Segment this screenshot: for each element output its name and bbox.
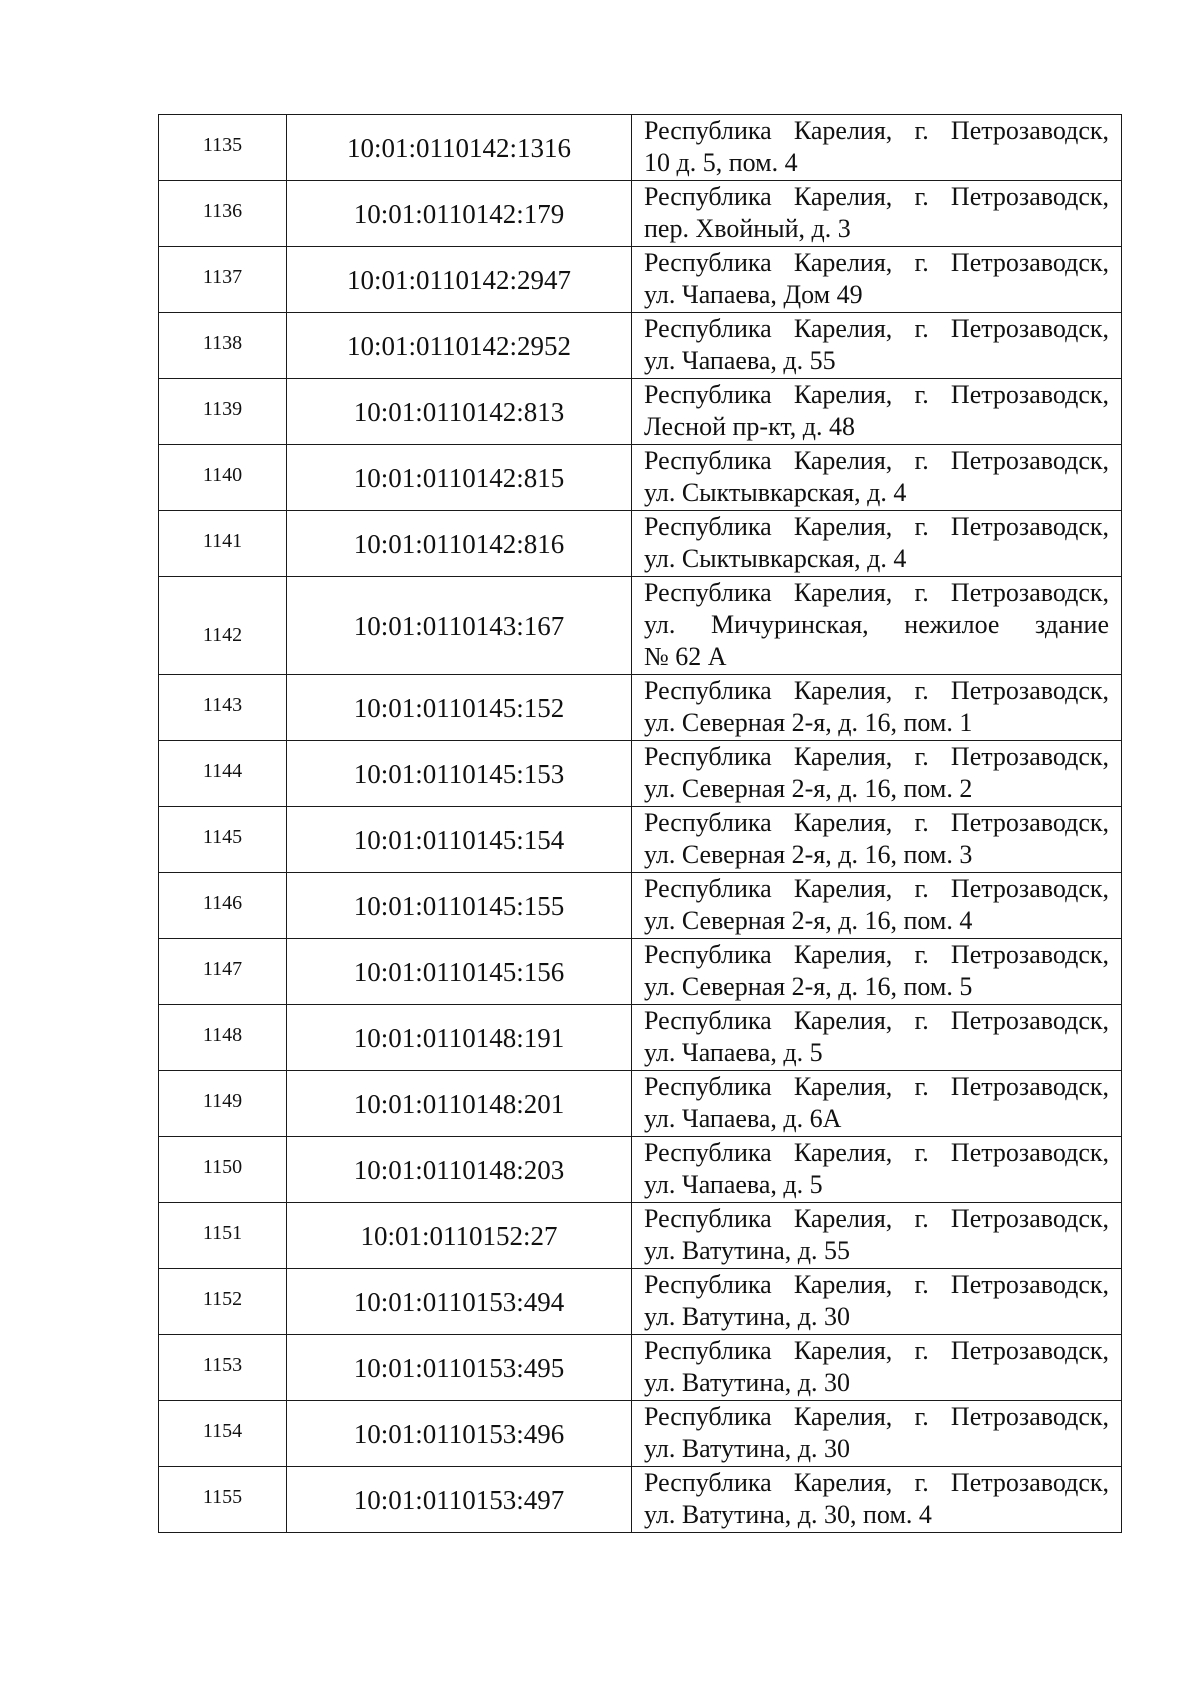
- address-line: Республика Карелия, г. Петрозаводск,: [644, 1336, 1109, 1365]
- cadastral-number: [287, 939, 632, 1005]
- row-number: [159, 379, 287, 445]
- row-number: [159, 807, 287, 873]
- cadastral-number-text: 10:01:0110152:27: [360, 1221, 558, 1251]
- table-row: [159, 1335, 1122, 1401]
- address-line: ул. Северная 2-я, д. 16, пом. 2: [644, 774, 973, 803]
- address-line: Республика Карелия, г. Петрозаводск,: [644, 512, 1109, 541]
- cadastral-number: [287, 511, 632, 577]
- row-number-text: 1151: [202, 1222, 243, 1244]
- address-line: Республика Карелия, г. Петрозаводск,: [644, 116, 1109, 145]
- row-number: [159, 1467, 287, 1533]
- address: [632, 1335, 1122, 1401]
- address: [632, 445, 1122, 511]
- cadastral-number-text: 10:01:0110142:179: [353, 199, 565, 229]
- table-row: [159, 741, 1122, 807]
- cadastral-number: [287, 1467, 632, 1533]
- address-line: 10 д. 5, пом. 4: [644, 148, 798, 177]
- cadastral-number: [287, 741, 632, 807]
- address: [632, 511, 1122, 577]
- address-line: Республика Карелия, г. Петрозаводск,: [644, 1072, 1109, 1101]
- cadastral-number: [287, 807, 632, 873]
- address-line: Республика Карелия, г. Петрозаводск,: [644, 1204, 1109, 1233]
- row-number-text: 1149: [202, 1090, 243, 1112]
- cadastral-number: [287, 181, 632, 247]
- address-line: Лесной пр-кт, д. 48: [644, 412, 856, 441]
- table-row: [159, 313, 1122, 379]
- row-number-text: 1152: [202, 1288, 243, 1310]
- cadastral-number-text: 10:01:0110142:815: [353, 463, 565, 493]
- address-line: Республика Карелия, г. Петрозаводск,: [644, 1270, 1109, 1299]
- address-line: Республика Карелия, г. Петрозаводск,: [644, 1468, 1109, 1497]
- address: [632, 939, 1122, 1005]
- cadastral-number-text: 10:01:0110145:155: [353, 891, 565, 921]
- row-number: [159, 1071, 287, 1137]
- address: [632, 675, 1122, 741]
- address: [632, 1005, 1122, 1071]
- cadastral-number: [287, 115, 632, 181]
- address-line: ул. Чапаева, Дом 49: [644, 280, 863, 309]
- cadastral-number: [287, 1401, 632, 1467]
- row-number-text: 1147: [202, 958, 243, 980]
- row-number-text: 1155: [202, 1486, 243, 1508]
- address-line: Республика Карелия, г. Петрозаводск,: [644, 742, 1109, 771]
- address-line: Республика Карелия, г. Петрозаводск,: [644, 578, 1109, 607]
- address-line: ул. Мичуринская, нежилое здание: [644, 610, 1109, 639]
- row-number-text: 1142: [202, 624, 243, 646]
- cadastral-number-text: 10:01:0110148:191: [353, 1023, 565, 1053]
- cadastral-number: [287, 1137, 632, 1203]
- address-line: ул. Северная 2-я, д. 16, пом. 1: [644, 708, 973, 737]
- cadastral-number: [287, 445, 632, 511]
- address: [632, 1401, 1122, 1467]
- cadastral-number: [287, 1335, 632, 1401]
- row-number-text: 1140: [202, 464, 243, 486]
- table-row: [159, 181, 1122, 247]
- address: [632, 247, 1122, 313]
- row-number: [159, 675, 287, 741]
- address-line: Республика Карелия, г. Петрозаводск,: [644, 874, 1109, 903]
- row-number: [159, 939, 287, 1005]
- address: [632, 379, 1122, 445]
- cadastral-number-text: 10:01:0110153:494: [353, 1287, 565, 1317]
- row-number-text: 1145: [202, 826, 243, 848]
- row-number-text: 1141: [202, 530, 243, 552]
- row-number-text: 1153: [202, 1354, 243, 1376]
- row-number: [159, 445, 287, 511]
- cadastral-number: [287, 247, 632, 313]
- cadastral-number-text: 10:01:0110153:496: [353, 1419, 565, 1449]
- row-number: [159, 577, 287, 675]
- row-number-text: 1143: [202, 694, 243, 716]
- address: [632, 1269, 1122, 1335]
- address-line: ул. Чапаева, д. 6А: [644, 1104, 842, 1133]
- cadastral-number-text: 10:01:0110153:497: [353, 1485, 565, 1515]
- row-number-text: 1144: [202, 760, 243, 782]
- table-row: [159, 511, 1122, 577]
- cadastral-number: [287, 873, 632, 939]
- cadastral-number: [287, 1071, 632, 1137]
- table-row: [159, 247, 1122, 313]
- row-number-text: 1137: [202, 266, 243, 288]
- table-row: [159, 1005, 1122, 1071]
- address: [632, 577, 1122, 675]
- address-line: Республика Карелия, г. Петрозаводск,: [644, 1402, 1109, 1431]
- cadastral-number-text: 10:01:0110142:1316: [346, 133, 571, 163]
- cadastral-number-text: 10:01:0110148:201: [353, 1089, 565, 1119]
- address-line: ул. Ватутина, д. 30, пом. 4: [644, 1500, 932, 1529]
- cadastral-number-text: 10:01:0110142:2947: [346, 265, 571, 295]
- address-line: ул. Северная 2-я, д. 16, пом. 5: [644, 972, 973, 1001]
- table-row: [159, 873, 1122, 939]
- cadastral-number: [287, 577, 632, 675]
- address-line: ул. Чапаева, д. 5: [644, 1038, 823, 1067]
- address-line: Республика Карелия, г. Петрозаводск,: [644, 940, 1109, 969]
- row-number-text: 1154: [202, 1420, 243, 1442]
- row-number-text: 1135: [202, 134, 243, 156]
- row-number-text: 1136: [202, 200, 243, 222]
- address-line: ул. Северная 2-я, д. 16, пом. 4: [644, 906, 973, 935]
- row-number: [159, 115, 287, 181]
- cadastral-number: [287, 1005, 632, 1071]
- address-line: ул. Северная 2-я, д. 16, пом. 3: [644, 840, 973, 869]
- row-number-text: 1146: [202, 892, 243, 914]
- address-line: ул. Ватутина, д. 30: [644, 1302, 851, 1331]
- cadastral-number: [287, 313, 632, 379]
- table-row: [159, 675, 1122, 741]
- cadastral-number: [287, 1269, 632, 1335]
- row-number: [159, 1005, 287, 1071]
- address: [632, 873, 1122, 939]
- cadastral-number: [287, 1203, 632, 1269]
- table-row: [159, 1467, 1122, 1533]
- address: [632, 181, 1122, 247]
- row-number-text: 1139: [202, 398, 243, 420]
- cadastral-number-text: 10:01:0110142:2952: [346, 331, 571, 361]
- cadastral-number-text: 10:01:0110142:813: [353, 397, 565, 427]
- row-number: [159, 873, 287, 939]
- address-line: Республика Карелия, г. Петрозаводск,: [644, 380, 1109, 409]
- address-line: ул. Ватутина, д. 30: [644, 1434, 851, 1463]
- table-row: [159, 379, 1122, 445]
- address: [632, 115, 1122, 181]
- address-line: ул. Сыктывкарская, д. 4: [644, 478, 907, 507]
- address-line: Республика Карелия, г. Петрозаводск,: [644, 248, 1109, 277]
- row-number: [159, 1269, 287, 1335]
- table-row: [159, 939, 1122, 1005]
- table-row: [159, 445, 1122, 511]
- row-number: [159, 313, 287, 379]
- row-number: [159, 1203, 287, 1269]
- table-row: [159, 807, 1122, 873]
- cadastral-number-text: 10:01:0110145:154: [353, 825, 565, 855]
- address-line: Республика Карелия, г. Петрозаводск,: [644, 446, 1109, 475]
- row-number-text: 1148: [202, 1024, 243, 1046]
- table-row: [159, 115, 1122, 181]
- cadastral-number-text: 10:01:0110148:203: [353, 1155, 565, 1185]
- address: [632, 1137, 1122, 1203]
- address-line: ул. Чапаева, д. 55: [644, 346, 836, 375]
- address: [632, 1203, 1122, 1269]
- address-line: Республика Карелия, г. Петрозаводск,: [644, 182, 1109, 211]
- address: [632, 313, 1122, 379]
- row-number: [159, 181, 287, 247]
- cadastral-number-text: 10:01:0110142:816: [353, 529, 565, 559]
- row-number: [159, 511, 287, 577]
- address-line: ул. Сыктывкарская, д. 4: [644, 544, 907, 573]
- address-line: Республика Карелия, г. Петрозаводск,: [644, 676, 1109, 705]
- cadastral-number-text: 10:01:0110143:167: [353, 611, 565, 641]
- row-number-text: 1138: [202, 332, 243, 354]
- address-line: пер. Хвойный, д. 3: [644, 214, 851, 243]
- table-row: [159, 1071, 1122, 1137]
- address-line: Республика Карелия, г. Петрозаводск,: [644, 1138, 1109, 1167]
- row-number-text: 1150: [202, 1156, 243, 1178]
- address: [632, 1467, 1122, 1533]
- cadastral-number: [287, 379, 632, 445]
- row-number: [159, 1137, 287, 1203]
- address-line: № 62 А: [644, 642, 727, 671]
- address-line: ул. Чапаева, д. 5: [644, 1170, 823, 1199]
- row-number: [159, 1335, 287, 1401]
- cadastral-number-text: 10:01:0110145:153: [353, 759, 565, 789]
- cadastral-number: [287, 675, 632, 741]
- cadastral-number-text: 10:01:0110153:495: [353, 1353, 565, 1383]
- cadastral-number-text: 10:01:0110145:156: [353, 957, 565, 987]
- address-line: Республика Карелия, г. Петрозаводск,: [644, 808, 1109, 837]
- address-line: Республика Карелия, г. Петрозаводск,: [644, 1006, 1109, 1035]
- table-row: [159, 1269, 1122, 1335]
- property-registry-table: [158, 114, 1122, 1533]
- table-row: [159, 1203, 1122, 1269]
- row-number: [159, 741, 287, 807]
- address: [632, 741, 1122, 807]
- address: [632, 807, 1122, 873]
- row-number: [159, 1401, 287, 1467]
- table-row: [159, 577, 1122, 675]
- address-line: ул. Ватутина, д. 55: [644, 1236, 851, 1265]
- row-number: [159, 247, 287, 313]
- table-row: [159, 1137, 1122, 1203]
- address-line: ул. Ватутина, д. 30: [644, 1368, 851, 1397]
- address-line: Республика Карелия, г. Петрозаводск,: [644, 314, 1109, 343]
- cadastral-number-text: 10:01:0110145:152: [353, 693, 565, 723]
- address: [632, 1071, 1122, 1137]
- table-row: [159, 1401, 1122, 1467]
